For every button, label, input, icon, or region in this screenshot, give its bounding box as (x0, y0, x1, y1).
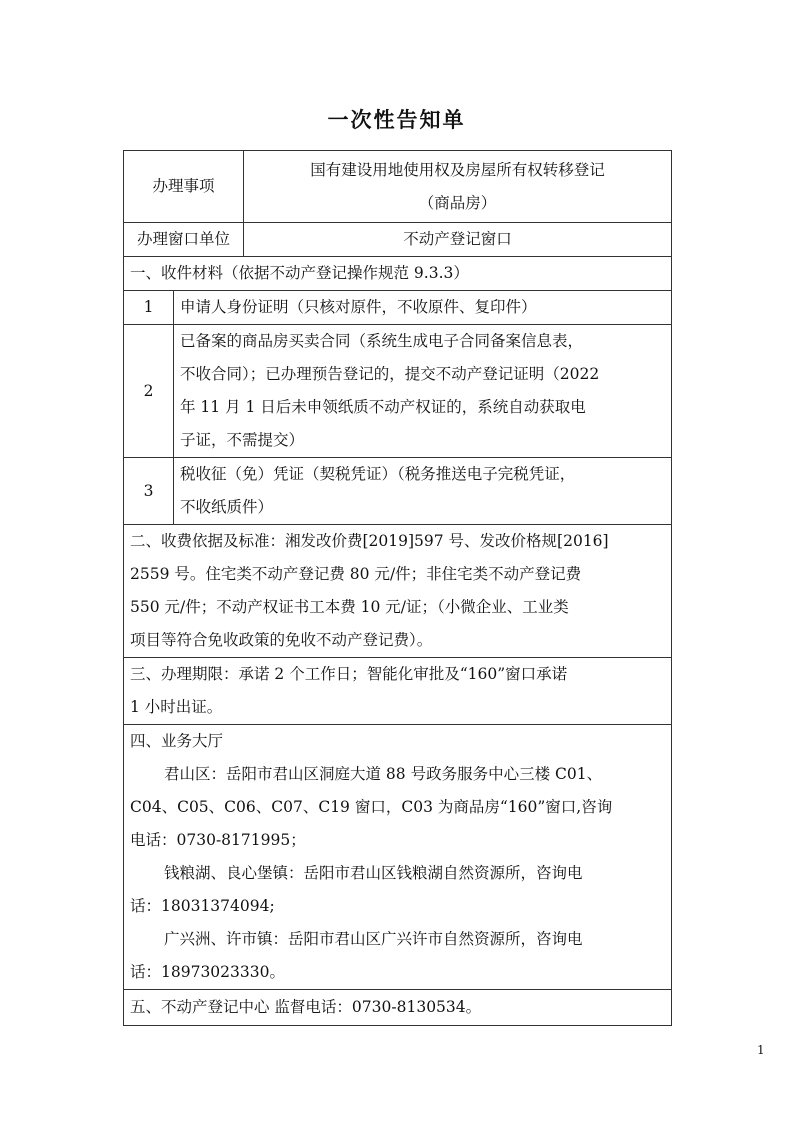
text-line: 不收合同）；已办理预告登记的，提交不动产登记证明（2022 (180, 365, 600, 383)
text-line: C04、C05、C06、C07、C19 窗口，C03 为商品房“160”窗口,咨询 (130, 798, 613, 816)
material-row (124, 325, 672, 458)
deadline-row (124, 658, 672, 725)
text-line: 项目等符合免收政策的免收不动产登记费）。 (130, 631, 433, 649)
material-text (174, 325, 672, 458)
material-row (124, 291, 672, 325)
matter-value-line: 国有建设用地使用权及房屋所有权转移登记 (310, 160, 605, 179)
text-line: 税收征（免）凭证（契税凭证）（税务推送电子完税凭证， (180, 465, 576, 483)
text-line: 不收纸质件） (180, 498, 274, 516)
text-line: 年 11 月 1 日后未申领纸质不动产权证的，系统自动获取电 (180, 398, 586, 416)
matter-value (244, 151, 672, 223)
unit-label: 办理窗口单位 (124, 223, 244, 257)
text-line: 三、办理期限：承诺 2 个工作日；智能化审批及“160”窗口承诺 (130, 665, 568, 683)
material-no: 2 (124, 325, 174, 458)
unit-row (124, 223, 672, 257)
text-line: 1 小时出证。 (130, 698, 223, 716)
section1-heading: 一、收件材料（依据不动产登记操作规范 9.3.3） (124, 257, 672, 291)
matter-label: 办理事项 (124, 151, 244, 223)
matter-value-line: （商品房） (418, 193, 497, 212)
hall-text (124, 725, 672, 990)
material-text: 申请人身份证明（只核对原件，不收原件、复印件） (174, 291, 672, 325)
supervision-text: 五、不动产登记中心 监督电话：0730-8130534。 (124, 990, 672, 1026)
material-no: 1 (124, 291, 174, 325)
matter-row (124, 151, 672, 223)
text-line: 广兴洲、许市镇：岳阳市君山区广兴许市自然资源所，咨询电 (164, 930, 583, 948)
deadline-text (124, 658, 672, 725)
text-line: 话：18973023330。 (130, 963, 285, 981)
material-no: 3 (124, 458, 174, 525)
text-line: 二、收费依据及标准：湘发改价费[2019]597 号、发改价格规[2016] (130, 532, 609, 550)
section1-heading-row (124, 257, 672, 291)
text-line: 子证，不需提交） (180, 431, 305, 449)
supervision-row (124, 990, 672, 1026)
hall-row (124, 725, 672, 990)
page-number: 1 (757, 1043, 765, 1057)
text-line: 550 元/件；不动产权证书工本费 10 元/证；（小微企业、工业类 (130, 598, 569, 616)
unit-value: 不动产登记窗口 (244, 223, 672, 257)
text-line: 君山区：岳阳市君山区洞庭大道 88 号政务服务中心三楼 C01、 (164, 765, 603, 783)
text-line: 电话：0730-8171995； (130, 831, 306, 849)
material-row (124, 458, 672, 525)
text-line: 已备案的商品房买卖合同（系统生成电子合同备案信息表， (180, 332, 584, 350)
fee-text (124, 525, 672, 658)
text-line: 钱粮湖、良心堡镇：岳阳市君山区钱粮湖自然资源所，咨询电 (164, 864, 583, 882)
text-line: 话：18031374094; (130, 897, 275, 915)
hall-heading: 四、业务大厅 (130, 732, 224, 750)
fee-row (124, 525, 672, 658)
text-line: 2559 号。住宅类不动产登记费 80 元/件；非住宅类不动产登记费 (130, 565, 582, 583)
material-text (174, 458, 672, 525)
notice-table (123, 150, 672, 1026)
page-title: 一次性告知单 (327, 108, 466, 132)
